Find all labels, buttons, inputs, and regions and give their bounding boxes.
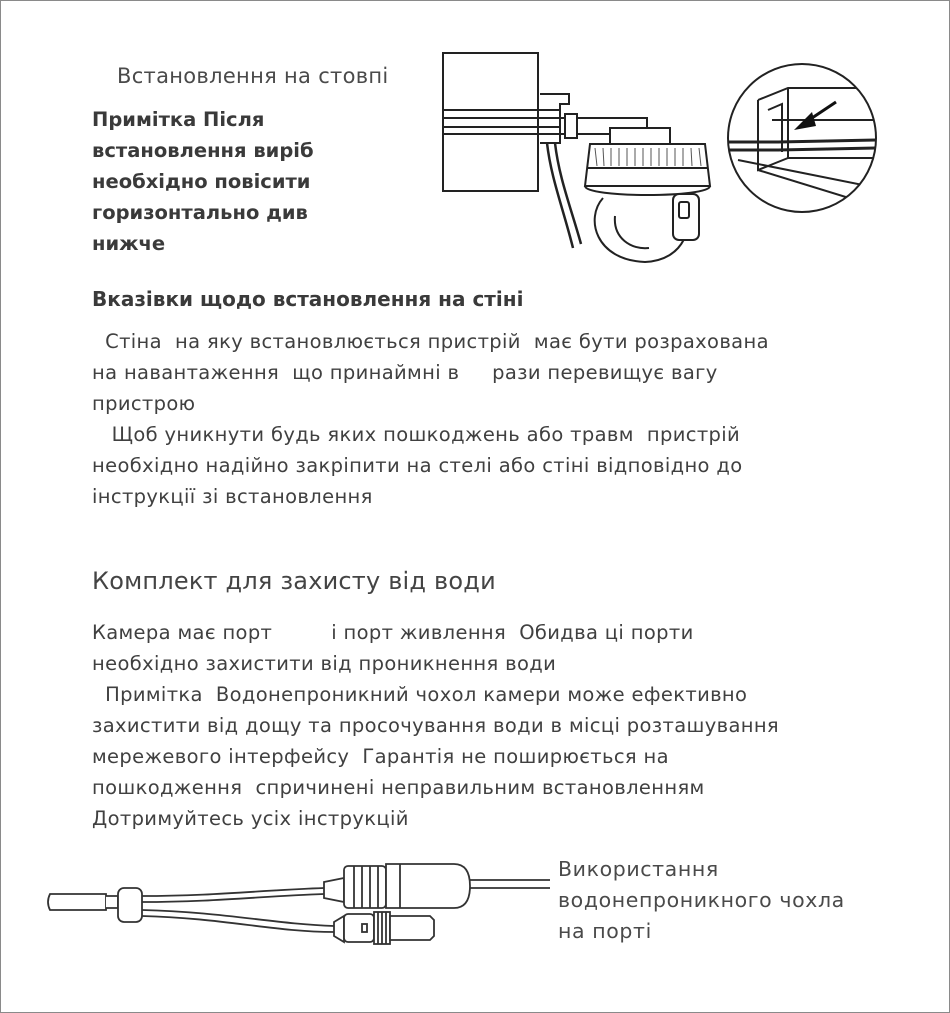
- text-line: Дотримуйтесь усіх інструкцій: [92, 807, 409, 830]
- wall-install-text: [92, 326, 769, 512]
- pole-mount-camera-illustration: [435, 48, 715, 270]
- text-line: мережевого інтерфейсу Гарантія не поширюється на: [92, 745, 669, 768]
- note-line: нижче: [92, 232, 166, 255]
- text-line: на навантаження що принаймні в рази перевищує вагу: [92, 361, 718, 384]
- pole-install-note: [92, 104, 314, 259]
- text-line: Щоб уникнути будь яких пошкоджень або травм пристрій: [92, 423, 741, 446]
- waterproof-kit-text: [92, 617, 779, 834]
- caption-line: водонепроникного чохла: [558, 888, 845, 912]
- caption-line: на порті: [558, 919, 652, 943]
- text-line: Стіна на яку встановлюється пристрій має бути розрахована: [92, 330, 769, 353]
- pole-install-title: Встановлення на стовпі: [117, 64, 389, 88]
- note-line: горизонтально див: [92, 201, 308, 224]
- waterproof-kit-heading: Комплект для захисту від води: [92, 567, 496, 595]
- text-line: Примітка Водонепроникний чохол камери може ефективно: [92, 683, 748, 706]
- waterproof-caption: [558, 854, 845, 947]
- bracket-detail-illustration: [718, 60, 888, 220]
- caption-line: Використання: [558, 857, 719, 881]
- text-line: пошкодження спричинені неправильним встановленням: [92, 776, 705, 799]
- text-line: Камера має порт і порт живлення Обидва ці порти: [92, 621, 694, 644]
- note-line: Примітка Після: [92, 108, 265, 131]
- text-line: пристрою: [92, 392, 196, 415]
- text-line: захистити від дощу та просочування води в місці розташування: [92, 714, 780, 737]
- waterproof-cable-illustration: [44, 852, 554, 952]
- text-line: необхідно захистити від проникнення води: [92, 652, 557, 675]
- text-line: необхідно надійно закріпити на стелі або стіні відповідно до: [92, 454, 743, 477]
- wall-install-heading: Вказівки щодо встановлення на стіні: [92, 287, 524, 311]
- note-line: встановлення виріб: [92, 139, 314, 162]
- note-line: необхідно повісити: [92, 170, 311, 193]
- text-line: інструкції зі встановлення: [92, 485, 373, 508]
